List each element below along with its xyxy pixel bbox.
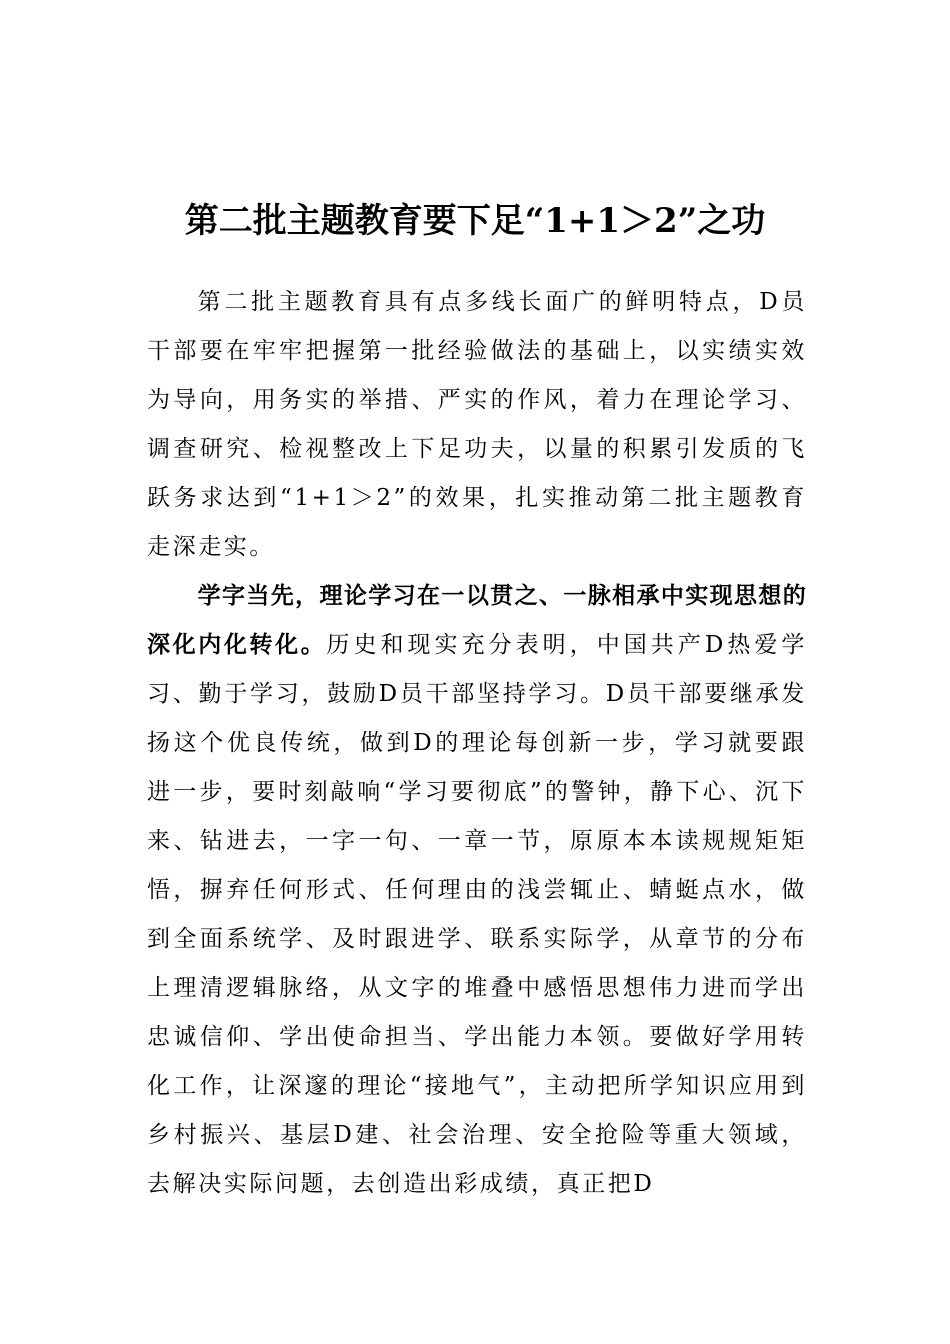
document-body <box>147 278 807 1209</box>
paragraph-intro-text: 第二批主题教育具有点多线长面广的鲜明特点，D员干部要在牢牢把握第一批经验做法的基础上，以实绩实效为导向，用务实的举措、严实的作风，着力在理论学习、调查研究、检视整改上下足功夫，以量的积累引发质的飞跃务求达到“1+1＞2”的效果，扎实推动第二批主题教育走深走实。 <box>147 289 807 560</box>
paragraph-study <box>147 572 807 1209</box>
paragraph-intro <box>147 278 807 572</box>
paragraph-study-text: 历史和现实充分表明，中国共产D热爱学习、勤于学习，鼓励D员干部坚持学习。D员干部要继承发扬这个优良传统，做到D的理论每创新一步，学习就要跟进一步，要时刻敲响“学习要彻底”的警钟，静下心、沉下来、钻进去，一字一句、一章一节，原原本本读规规矩矩悟，摒弃任何形式、任何理由的浅尝辄止、蜻蜓点水，做到全面系统学、及时跟进学、联系实际学，从章节的分布上理清逻辑脉络，从文字的堆叠中感悟思想伟力进而学出忠诚信仰、学出使命担当、学出能力本领。要做好学用转化工作，让深邃的理论“接地气”，主动把所学知识应用到乡村振兴、基层D建、社会治理、安全抢险等重大领域，去解决实际问题，去创造出彩成绩，真正把D <box>147 632 807 1197</box>
document-title: 第二批主题教育要下足“1+1＞2”之功 <box>184 200 766 241</box>
paragraph-study-lead: 学字当先，理论学习在一以贯之、一脉相承中实现思想的深化内化转化。 <box>147 583 807 658</box>
